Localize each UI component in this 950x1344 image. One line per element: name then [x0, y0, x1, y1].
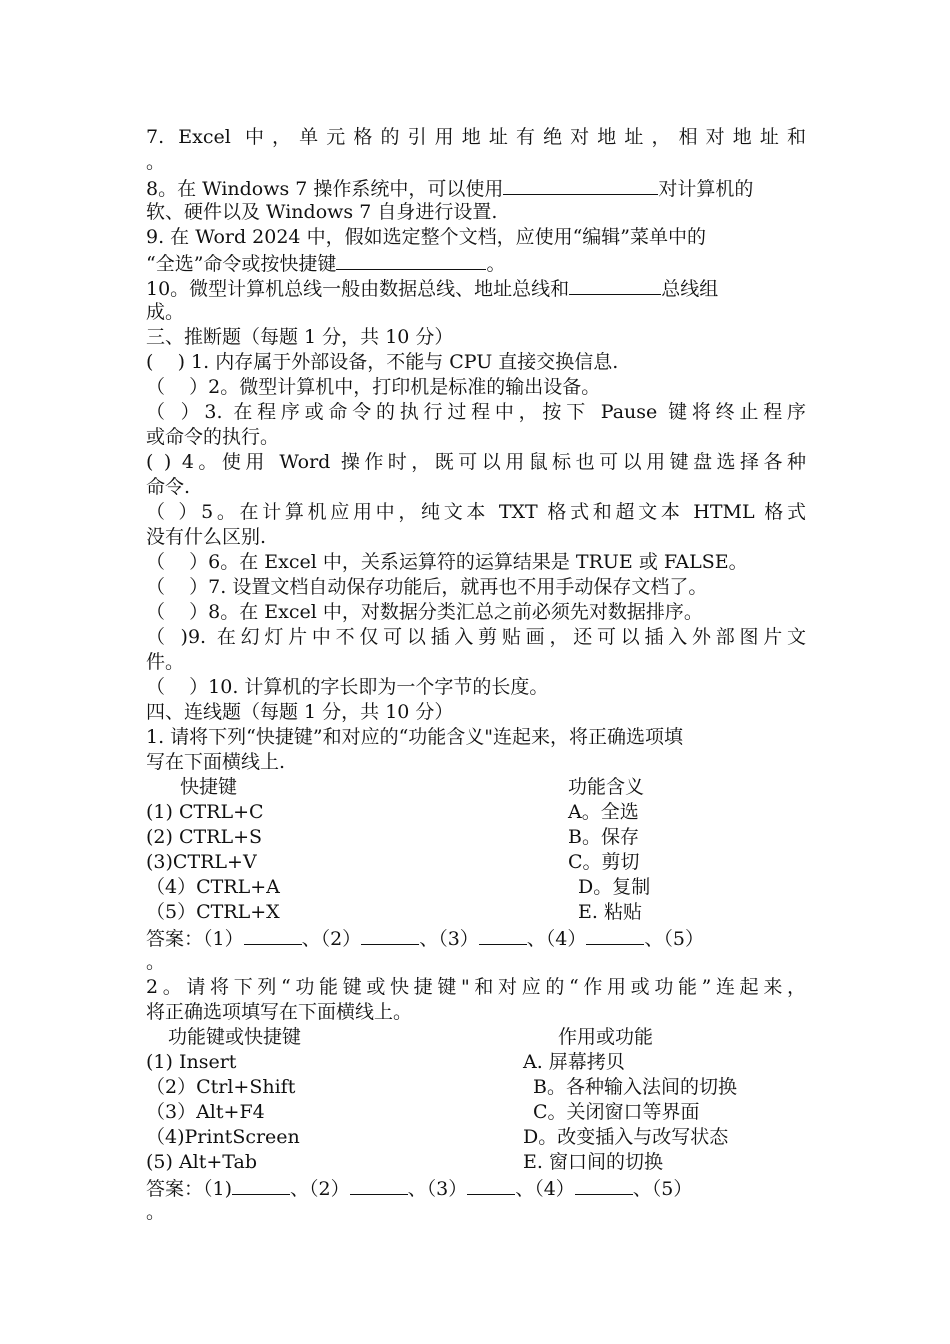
- judge-line: （ )9. 在幻灯片中不仅可以插入剪贴画，还可以插入外部图片文: [146, 626, 806, 648]
- match1-right-header: 功能含义: [568, 776, 645, 798]
- match2-right-header: 作用或功能: [558, 1026, 654, 1048]
- answer-label: 、（2）: [301, 928, 362, 950]
- q7-line: 7. Excel 中，单元格的引用地址有绝对地址，相对地址和: [146, 126, 806, 148]
- judge-line: 没有什么区别.: [146, 526, 267, 548]
- answer-label: 答案：（1）: [146, 928, 244, 950]
- match2-intro: 2。请将下列“功能键或快捷键"和对应的“作用或功能”连起来，: [146, 976, 806, 998]
- match1-answer-line: [146, 925, 704, 950]
- answer-label: 、（2）: [290, 1178, 350, 1200]
- q10-text-a: 10。微型计算机总线一般由数据总线、地址总线和: [146, 278, 570, 300]
- match1-left-item: （5）CTRL+X: [146, 901, 280, 923]
- judge-line: 命令.: [146, 476, 191, 498]
- match2-intro2: 将正确选项填写在下面横线上。: [146, 1001, 413, 1023]
- q9-answer-blank[interactable]: [336, 250, 486, 270]
- match2-left-item: (5) Alt+Tab: [146, 1151, 257, 1173]
- answer-blank[interactable]: [350, 1175, 408, 1195]
- q8-answer-blank[interactable]: [503, 175, 658, 195]
- match2-answer-line: [146, 1175, 692, 1200]
- q10-text-b: 总线组: [661, 278, 719, 300]
- q9-text-a: “全选”命令或按快捷键: [146, 253, 337, 275]
- answer-label: 、（3）: [419, 928, 479, 950]
- q10-line: [146, 275, 718, 300]
- answer-label: 答案：（1): [146, 1178, 233, 1200]
- match2-left-item: （4)PrintScreen: [146, 1126, 300, 1148]
- match1-right-item: E. 粘贴: [578, 901, 642, 923]
- answer-blank[interactable]: [232, 1175, 290, 1195]
- q8-line2: 软、硬件以及 Windows 7 自身进行设置.: [146, 201, 498, 223]
- answer-label: 、（5）: [632, 1178, 693, 1200]
- match2-right-item: D。改变插入与改写状态: [523, 1126, 729, 1148]
- match2-right-item: E. 窗口间的切换: [523, 1151, 663, 1173]
- section-4-heading: 四、连线题（每题 1 分，共 10 分）: [146, 701, 454, 723]
- q7-end: 。: [146, 151, 166, 173]
- match1-left-header: 快捷键: [180, 776, 238, 798]
- q10-line2: 成。: [146, 301, 185, 323]
- judge-line: （ ）2。微型计算机中，打印机是标准的输出设备。: [146, 376, 601, 398]
- match1-left-item: (1) CTRL+C: [146, 801, 264, 823]
- match2-right-item: C。关闭窗口等界面: [533, 1101, 700, 1123]
- judge-line: （ ）7. 设置文档自动保存功能后，就再也不用手动保存文档了。: [146, 576, 708, 598]
- match1-left-item: （4）CTRL+A: [146, 876, 280, 898]
- match2-end: 。: [146, 1201, 166, 1223]
- answer-label: 、（4）: [526, 928, 587, 950]
- judge-line: 件。: [146, 651, 185, 673]
- q8-text-b: 对计算机的: [658, 178, 754, 200]
- judge-line: （ ）8。在 Excel 中，对数据分类汇总之前必须先对数据排序。: [146, 601, 703, 623]
- match2-left-item: (1) Insert: [146, 1051, 237, 1073]
- q8-text-a: 8。在 Windows 7 操作系统中，可以使用: [146, 178, 504, 200]
- section-3-heading: 三、推断题（每题 1 分，共 10 分）: [146, 326, 454, 348]
- answer-blank[interactable]: [586, 925, 644, 945]
- q9-line2: [146, 250, 505, 275]
- judge-line: ( ) 4。使用 Word 操作时，既可以用鼠标也可以用键盘选择各种: [146, 451, 806, 473]
- answer-blank[interactable]: [244, 925, 302, 945]
- judge-line: 或命令的执行。: [146, 426, 280, 448]
- answer-blank[interactable]: [575, 1175, 633, 1195]
- match1-left-item: (2) CTRL+S: [146, 826, 263, 848]
- answer-label: 、（4）: [515, 1178, 575, 1200]
- q9-text-b: 。: [486, 253, 506, 275]
- answer-blank[interactable]: [479, 925, 527, 945]
- answer-label: 、（3）: [407, 1178, 468, 1200]
- q8-line: [146, 175, 753, 200]
- match1-end: 。: [146, 951, 166, 973]
- match2-left-header: 功能键或快捷键: [168, 1026, 302, 1048]
- judge-line: ( ) 1. 内存属于外部设备，不能与 CPU 直接交换信息.: [146, 351, 619, 373]
- match1-right-item: B。保存: [568, 826, 639, 848]
- judge-line: （ ）6。在 Excel 中，关系运算符的运算结果是 TRUE 或 FALSE。: [146, 551, 748, 573]
- answer-label: 、（5）: [644, 928, 704, 950]
- match1-intro2: 写在下面横线上.: [146, 751, 286, 773]
- judge-line: （ ）3. 在程序或命令的执行过程中，按下 Pause 键将终止程序: [146, 401, 806, 423]
- q10-answer-blank[interactable]: [569, 275, 661, 295]
- match2-right-item: B。各种输入法间的切换: [533, 1076, 737, 1098]
- match2-right-item: A. 屏幕拷贝: [523, 1051, 625, 1073]
- q9-line: 9. 在 Word 2024 中，假如选定整个文档，应使用“编辑”菜单中的: [146, 226, 706, 248]
- judge-line: （ ）5。在计算机应用中，纯文本 TXT 格式和超文本 HTML 格式: [146, 501, 806, 523]
- match1-right-item: A。全选: [568, 801, 639, 823]
- answer-blank[interactable]: [467, 1175, 515, 1195]
- match1-right-item: D。复制: [578, 876, 651, 898]
- answer-blank[interactable]: [361, 925, 419, 945]
- match1-intro: 1. 请将下列“快捷键”和对应的“功能含义"连起来，将正确选项填: [146, 726, 684, 748]
- match1-right-item: C。剪切: [568, 851, 640, 873]
- match2-left-item: （2）Ctrl+Shift: [146, 1076, 296, 1098]
- judge-line: （ ）10. 计算机的字长即为一个字节的长度。: [146, 676, 549, 698]
- match1-left-item: (3)CTRL+V: [146, 851, 257, 873]
- match2-left-item: （3）Alt+F4: [146, 1101, 265, 1123]
